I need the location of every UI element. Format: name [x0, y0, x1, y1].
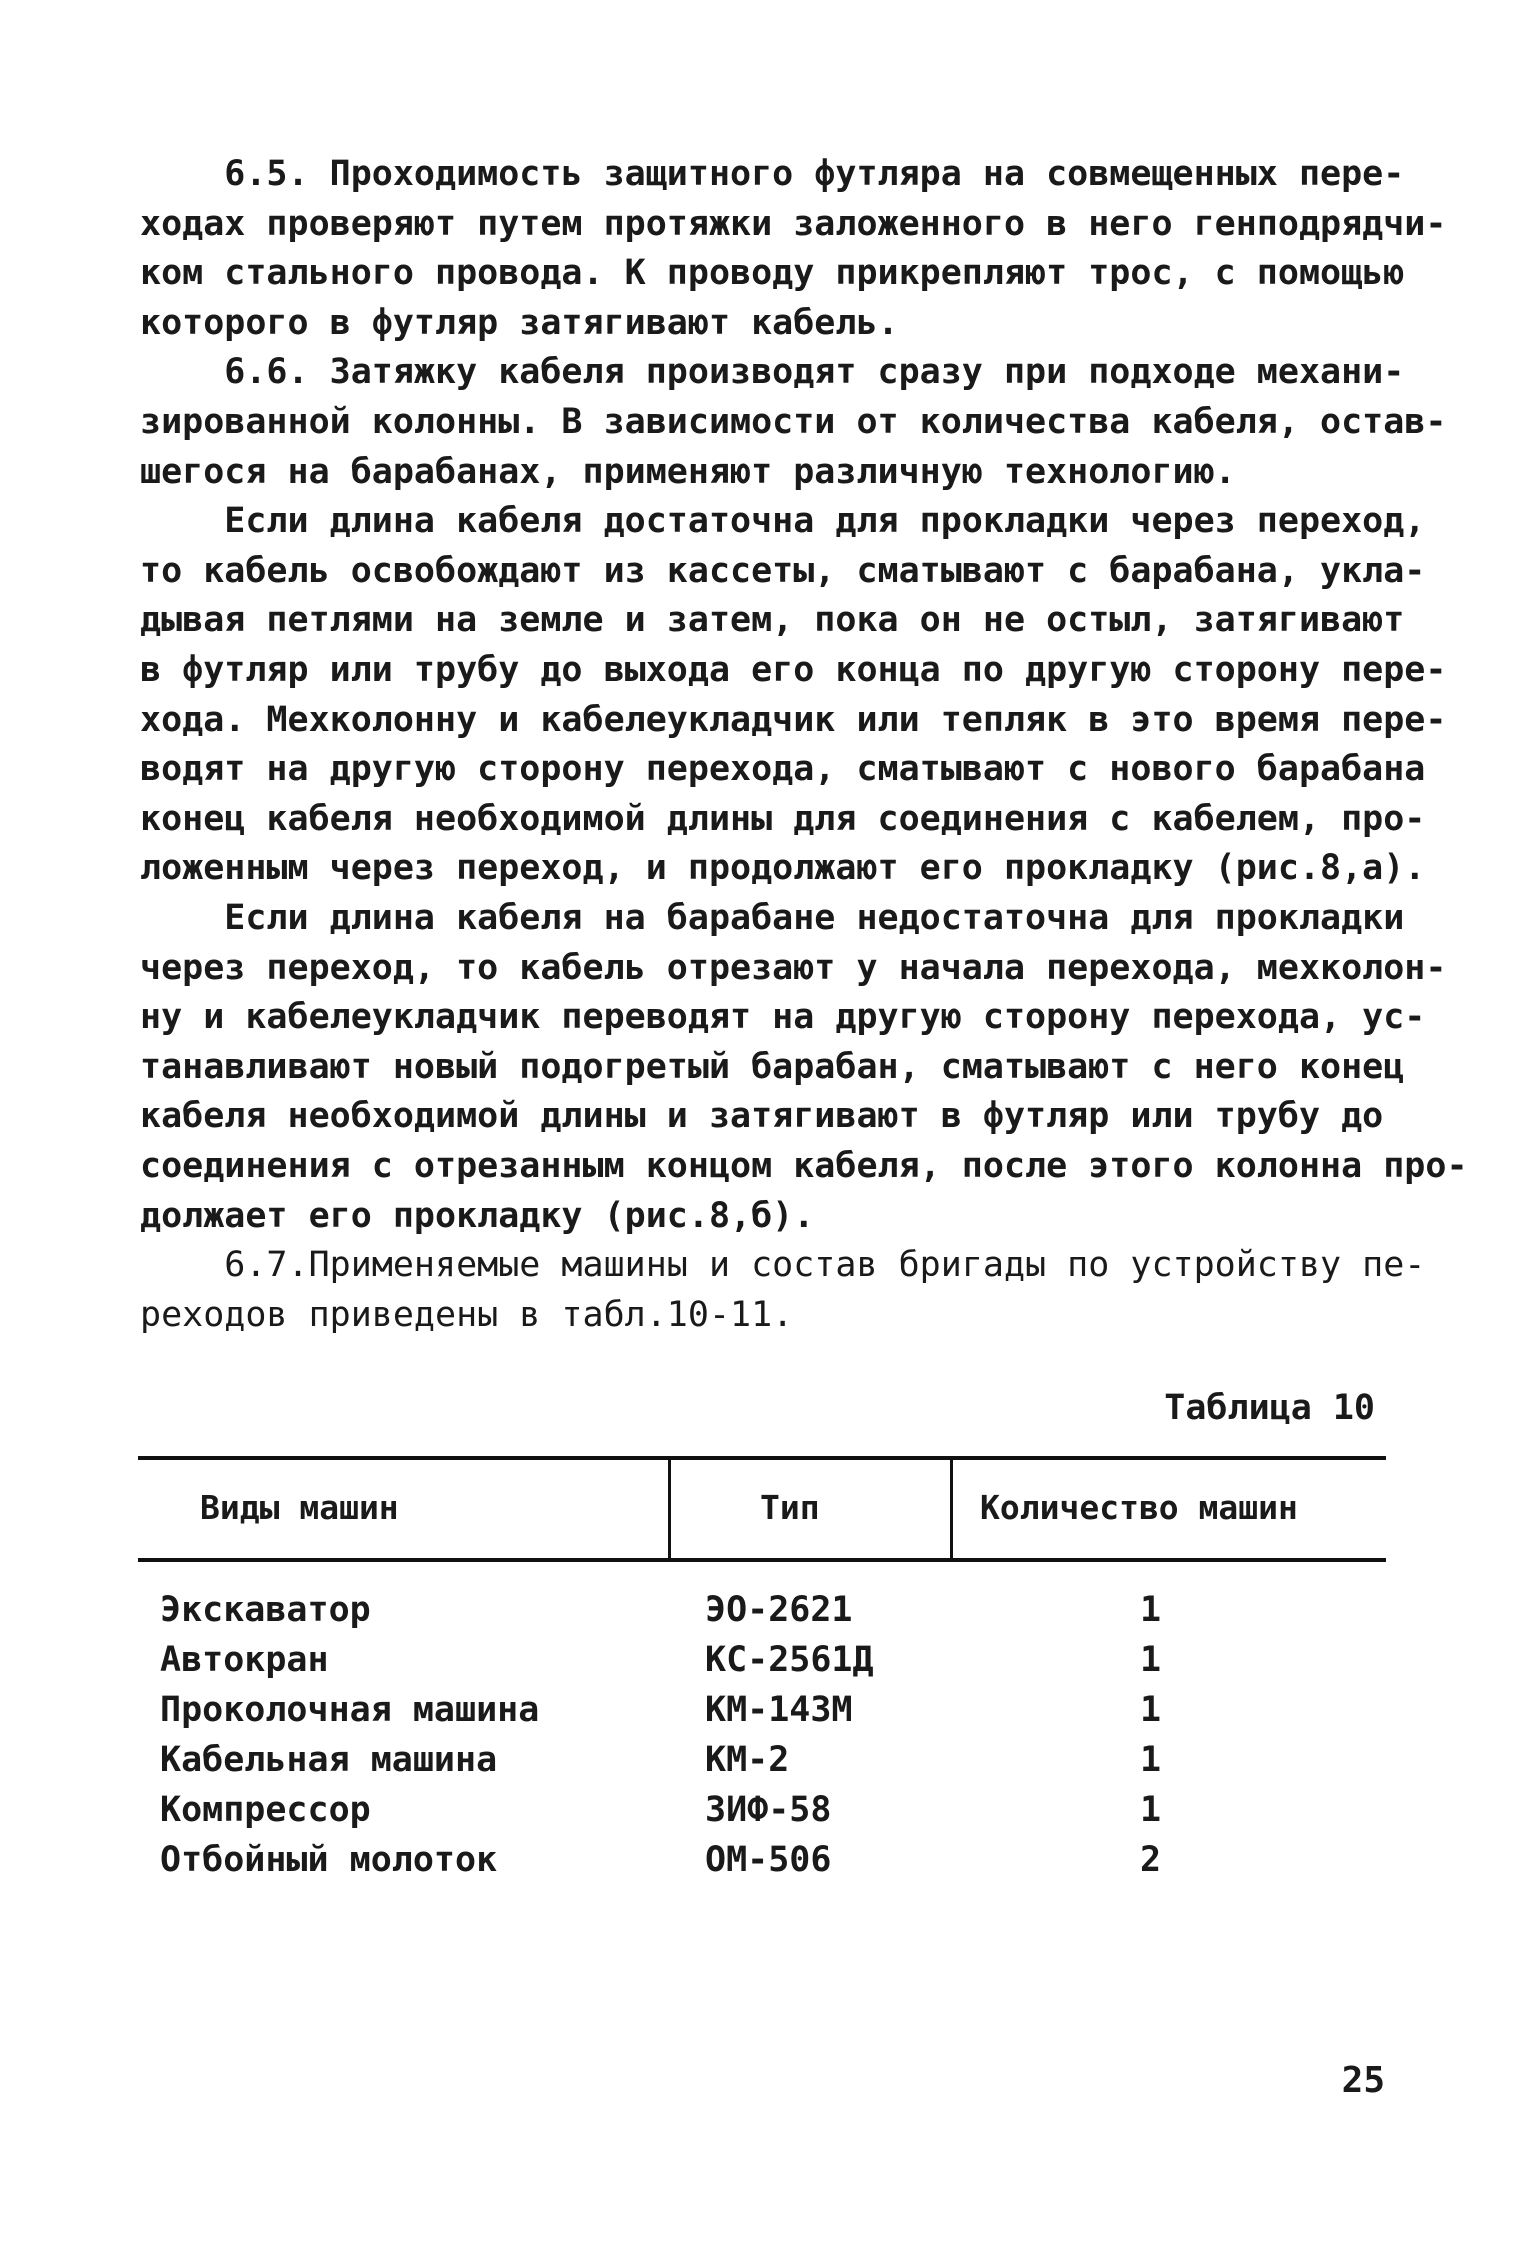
table-cell-model: ОМ-506 [705, 1840, 832, 1880]
text-line: то кабель освобождают из кассеты, сматывают с барабана, укла- [140, 550, 1426, 591]
text-line: которого в футляр затягивают кабель. [140, 302, 899, 343]
table-cell-model: КС-2561Д [705, 1640, 874, 1680]
table-cell-quantity: 1 [1140, 1740, 1162, 1780]
table-cell-machine: Экскаватор [160, 1590, 371, 1630]
table-cell-quantity: 1 [1140, 1790, 1162, 1830]
text-line: водят на другую сторону перехода, сматывают с нового барабана [140, 749, 1426, 790]
text-line: Если длина кабеля на барабане недостаточна для прокладки [140, 898, 1405, 938]
text-line: должает его прокладку (рис.8,б). [140, 1195, 815, 1236]
table-header-quantity: Количество машин [980, 1488, 1298, 1527]
table-cell-quantity: 1 [1140, 1590, 1162, 1630]
table-cell-quantity: 1 [1140, 1690, 1162, 1730]
table-caption: Таблица 10 [1164, 1388, 1375, 1428]
table-cell-machine: Автокран [160, 1640, 329, 1680]
table-column-separator [668, 1456, 671, 1560]
page-number: 25 [1341, 2060, 1385, 2101]
table-header-machine-type: Виды машин [200, 1488, 399, 1527]
text-line: в футляр или трубу до выхода его конца по другую сторону пере- [140, 650, 1447, 690]
text-line: реходов приведены в табл.10-11. [140, 1294, 794, 1335]
table-cell-machine: Кабельная машина [160, 1740, 498, 1780]
text-line: зированной колонны. В зависимости от количества кабеля, остав- [140, 402, 1447, 442]
table-cell-model: ЭО-2621 [705, 1590, 853, 1630]
text-line: через переход, то кабель отрезают у начала перехода, мехколон- [140, 947, 1447, 988]
text-line: шегося на барабанах, применяют различную технологию. [140, 451, 1236, 492]
text-line: 6.7.Применяемые машины и состав бригады по устройству пе- [140, 1245, 1426, 1286]
table-cell-model: КМ-143М [705, 1690, 853, 1730]
table-header-rule [138, 1558, 1386, 1562]
table-cell-machine: Компрессор [160, 1790, 371, 1830]
table-cell-machine: Отбойный молоток [160, 1840, 498, 1880]
text-line: ходах проверяют путем протяжки заложенного в него генподрядчи- [140, 203, 1447, 244]
table-cell-quantity: 1 [1140, 1640, 1162, 1680]
table-cell-machine: Проколочная машина [160, 1690, 540, 1730]
text-line: 6.6. Затяжку кабеля производят сразу при подходе механи- [140, 352, 1405, 393]
table-cell-model: КМ-2 [705, 1740, 790, 1780]
table-top-rule [138, 1456, 1386, 1460]
text-line: 6.5. Проходимость защитного футляра на совмещенных пере- [140, 154, 1405, 194]
table-cell-quantity: 2 [1140, 1840, 1162, 1880]
text-line: ложенным через переход, и продолжают его прокладку (рис.8,а). [140, 848, 1426, 889]
table-header-model: Тип [760, 1488, 820, 1527]
text-line: кабеля необходимой длины и затягивают в футляр или трубу до [140, 1096, 1384, 1137]
text-line: ком стального провода. К проводу прикрепляют трос, с помощью [140, 253, 1405, 294]
text-line: соединения с отрезанным концом кабеля, после этого колонна про- [140, 1146, 1468, 1186]
table-cell-model: ЗИФ-58 [705, 1790, 832, 1830]
text-line: танавливают новый подогретый барабан, сматывают с него конец [140, 1046, 1405, 1087]
text-line: конец кабеля необходимой длины для соединения с кабелем, про- [140, 798, 1426, 839]
text-line: хода. Мехколонну и кабелеукладчик или тепляк в это время пере- [140, 699, 1447, 740]
text-line: ну и кабелеукладчик переводят на другую сторону перехода, ус- [140, 997, 1426, 1038]
table-column-separator [950, 1456, 953, 1560]
text-line: дывая петлями на земле и затем, пока он не остыл, затягивают [140, 600, 1405, 641]
text-line: Если длина кабеля достаточна для прокладки через переход, [140, 501, 1426, 542]
